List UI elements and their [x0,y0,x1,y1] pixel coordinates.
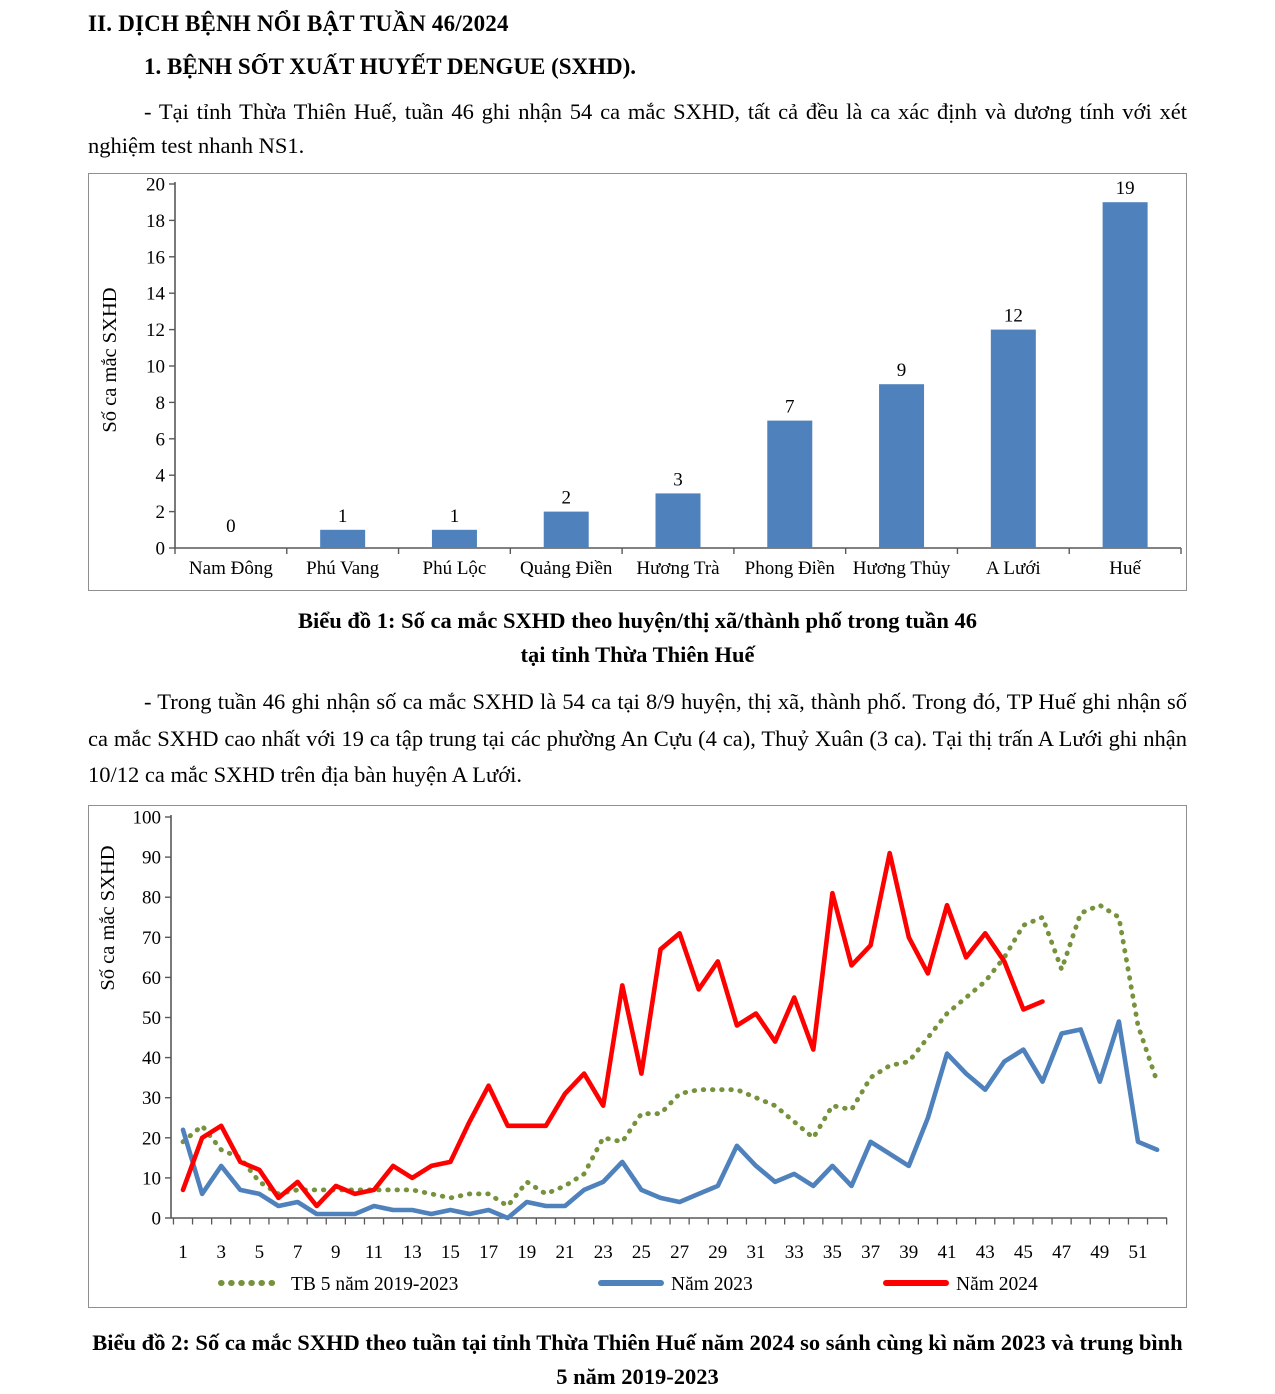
y-axis-label: 18 [146,210,165,232]
y-axis-label: 40 [142,1047,161,1069]
line-chart-svg [89,806,1185,1306]
chart2-caption: Biểu đồ 2: Số ca mắc SXHD theo tuần tại tỉnh Thừa Thiên Huế năm 2024 so sánh cùng kì năm 2023 và trung bình 5 năm 2019-2023 [92,1329,1183,1389]
chart1-caption-line1: Biểu đồ 1: Số ca mắc SXHD theo huyện/thị xã/thành phố trong tuần 46 [297,608,978,633]
chart1-caption-line2: tại tỉnh Thừa Thiên Huế [520,642,755,667]
bar-chart-district-cases [88,173,1187,591]
subsection-heading: 1. BỆNH SỐT XUẤT HUYẾT DENGUE (SXHD). [144,54,637,79]
y-axis-label: 10 [146,356,165,378]
y-axis-label: 80 [142,887,161,909]
y-axis-label: 50 [142,1007,161,1029]
paragraph-week46-summary: - Tại tỉnh Thừa Thiên Huế, tuần 46 ghi nhận 54 ca mắc SXHD, tất cả đều là ca xác định và dương tính với xét nghiệm test nhanh NS1. [88,99,1187,158]
y-axis-label: 12 [146,320,165,342]
line-chart-weekly-cases [88,805,1187,1308]
y-axis-label: 4 [155,465,165,487]
bar [320,530,365,548]
x-axis-label: 37 [861,1241,881,1263]
y-axis-label: 16 [146,247,165,269]
x-axis-label: 13 [402,1241,422,1263]
y-axis-label: 60 [142,967,161,989]
x-axis-label: 3 [216,1241,226,1263]
bar-value-label: 12 [1003,305,1023,327]
legend-label: Năm 2023 [671,1273,753,1295]
x-axis-label: 27 [670,1241,690,1263]
bar-value-label: 2 [561,487,571,509]
bar-value-label: 1 [449,505,460,527]
y-axis-label: 0 [151,1208,161,1229]
paragraph-district-detail: - Trong tuần 46 ghi nhận số ca mắc SXHD là 54 ca tại 8/9 huyện, thị xã, thành phố. Trong đó, TP Huế ghi nhận số ca mắc SXHD cao nhất với 19 ca tập trung tại các phường An Cựu (4 ca), Thuỷ Xuân (3 ca). Tại thị trấn A Lưới ghi nhận 10/12 ca mắc SXHD trên địa bàn huyện A Lưới. [88,689,1187,787]
x-axis-label: 17 [479,1241,499,1263]
x-axis-label: 51 [1128,1241,1148,1263]
bar [1103,202,1148,548]
x-axis-label: 33 [784,1241,804,1263]
x-axis-category-label: Quảng Điền [520,558,613,579]
bar-value-label: 19 [1115,178,1135,200]
y-axis-title: Số ca mắc SXHD [99,287,121,433]
y-axis-label: 2 [155,502,165,524]
chart1-caption [88,604,1187,672]
y-axis-label: 20 [142,1127,161,1149]
x-axis-category-label: A Lưới [986,558,1041,579]
x-axis-category-label: Hương Thủy [852,558,951,579]
x-axis-label: 1 [178,1241,188,1263]
x-axis-label: 49 [1090,1241,1110,1263]
y-axis-label: 8 [155,392,165,414]
x-axis-label: 47 [1052,1241,1072,1263]
x-axis-label: 23 [593,1241,613,1263]
x-axis-label: 41 [937,1241,957,1263]
x-axis-label: 35 [822,1241,842,1263]
x-axis-category-label: Phong Điền [744,558,835,579]
x-axis-label: 9 [331,1241,341,1263]
x-axis-category-label: Hương Trà [636,558,720,579]
bar [879,384,924,548]
y-axis-label: 30 [142,1087,161,1109]
legend-label: TB 5 năm 2019-2023 [291,1273,459,1295]
bar-chart-svg [89,174,1185,589]
x-axis-label: 43 [975,1241,995,1263]
bar [432,530,477,548]
x-axis-label: 39 [899,1241,919,1263]
y-axis-label: 90 [142,847,161,869]
bar-value-label: 0 [226,516,236,537]
y-axis-label: 10 [142,1167,161,1189]
y-axis-label: 14 [146,283,165,305]
x-axis-label: 5 [254,1241,265,1263]
x-axis-category-label: Phú Lộc [422,558,487,579]
x-axis-category-label: Huế [1109,558,1141,579]
line-series-1 [183,1021,1157,1218]
x-axis-label: 21 [555,1241,575,1263]
y-axis-label: 6 [155,429,165,451]
bar [544,512,589,548]
x-axis-label: 19 [517,1241,537,1263]
y-axis-label: 0 [155,538,165,560]
y-axis-label: 100 [132,807,161,828]
x-axis-category-label: Nam Đông [188,558,273,579]
legend-label: Năm 2024 [956,1273,1038,1295]
x-axis-label: 25 [631,1241,651,1263]
x-axis-label: 11 [364,1241,384,1263]
bar [991,330,1036,548]
x-axis-category-label: Phú Vang [306,558,380,579]
y-axis-label: 20 [146,174,165,196]
x-axis-label: 7 [292,1241,303,1263]
x-axis-label: 31 [746,1241,766,1263]
bar-value-label: 9 [896,360,907,382]
x-axis-label: 45 [1013,1241,1033,1263]
bar-value-label: 3 [673,469,683,491]
bar-value-label: 1 [337,505,348,527]
x-axis-label: 15 [440,1241,460,1263]
bar [656,493,701,548]
bar-value-label: 7 [785,396,795,418]
bar [767,421,812,548]
x-axis-label: 29 [708,1241,728,1263]
y-axis-label: 70 [142,927,161,949]
y-axis-title: Số ca mắc SXHD [97,844,119,991]
section-heading: II. DỊCH BỆNH NỔI BẬT TUẦN 46/2024 [88,11,509,36]
